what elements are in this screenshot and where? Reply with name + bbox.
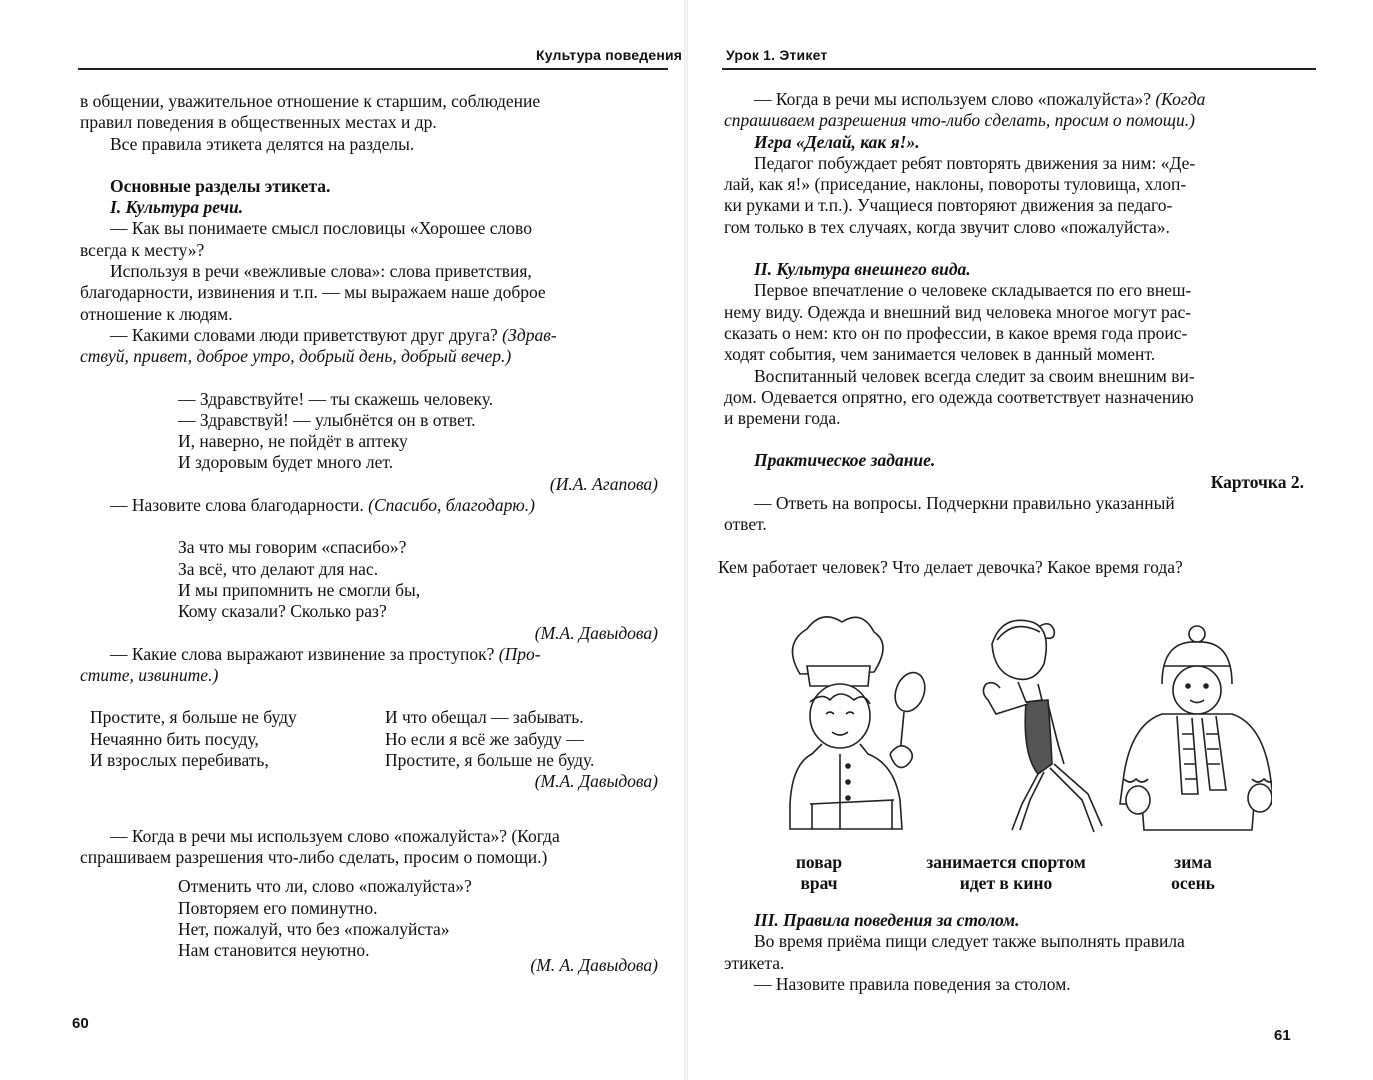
- practical-heading: Практическое задание.: [754, 450, 936, 471]
- text-line: дом. Одевается опрятно, его одежда соответствует назначению: [724, 386, 1194, 407]
- answer-line: ствуй, привет, доброе утро, добрый день, добрый вечер.): [80, 346, 512, 367]
- poem-line: Но если я всё же забуду —: [385, 728, 584, 749]
- text-line: [80, 644, 662, 665]
- text-line: ходят события, чем занимается человек в данный момент.: [724, 344, 1156, 365]
- poem-3-left: [90, 707, 367, 771]
- poem-line: И, наверно, не пойдёт в аптеку: [178, 431, 408, 452]
- winter-girl-illustration: [1120, 626, 1272, 830]
- right-page: [686, 0, 1373, 1080]
- poem-line: Нам становится неуютно.: [178, 940, 370, 961]
- section-heading: I. Культура речи.: [110, 197, 244, 218]
- poem-line: Повторяем его поминутно.: [178, 897, 378, 918]
- poem-line: — Здравствуйте! — ты скажешь человеку.: [178, 388, 494, 409]
- poem-line: И здоровым будет много лет.: [178, 452, 394, 473]
- poem-line: — Здравствуй! — улыбнётся он в ответ.: [178, 409, 476, 430]
- text-line: [724, 89, 1306, 110]
- right-text-column-bottom: [724, 910, 1306, 995]
- option-cinema[interactable]: идет в кино: [959, 873, 1053, 893]
- poem-2: [178, 537, 662, 622]
- text-line: Во время приёма пищи следует также выполнять правила: [754, 931, 1185, 952]
- answer-span: (Здрав-: [502, 324, 557, 345]
- left-page-number: 60: [72, 1015, 89, 1032]
- text-line: всегда к месту»?: [80, 239, 205, 260]
- text-line: правил поведения в общественных местах и др.: [80, 112, 437, 133]
- text-line: благодарности, извинения и т.п. — мы выражаем наше доброе: [80, 282, 546, 303]
- section-heading: III. Правила поведения за столом.: [754, 910, 1020, 930]
- text-line: этикета.: [724, 952, 785, 973]
- poem-3: [80, 707, 662, 771]
- text-span: — Назовите слова благодарности.: [110, 495, 369, 516]
- text-line: гом только в тех случаях, когда звучит слово «пожалуйста».: [724, 216, 1170, 237]
- option-autumn[interactable]: осень: [1171, 873, 1215, 893]
- option-cook[interactable]: повар: [795, 852, 843, 872]
- text-line: — Ответь на вопросы. Подчеркни правильно указанный: [754, 493, 1175, 514]
- right-running-head: Урок 1. Этикет: [726, 47, 828, 63]
- right-text-column-top: [718, 89, 1306, 578]
- option-winter[interactable]: зима: [1174, 852, 1212, 872]
- illustration-captions: [726, 852, 1286, 894]
- text-line: отношение к людям.: [80, 303, 233, 324]
- poem-line: И мы припомнить не смогли бы,: [178, 579, 421, 600]
- right-header-rule: [722, 68, 1316, 70]
- left-page: [0, 0, 686, 1080]
- text-line: Используя в речи «вежливые слова»: слова приветствия,: [110, 261, 532, 282]
- text-line: Воспитанный человек всегда следит за своим внешним ви-: [754, 365, 1195, 386]
- poem-line: Простите, я больше не буду: [90, 707, 297, 728]
- text-line: — Когда в речи мы используем слово «пожалуйста»? (Когда: [110, 825, 560, 846]
- poem-line: И что обещал — забывать.: [385, 707, 584, 728]
- poem-line: Нечаянно бить посуду,: [90, 728, 259, 749]
- answer-span: (Спасибо, благодарю.): [368, 495, 535, 516]
- text-line: [80, 495, 662, 516]
- text-line: лай, как я!» (приседание, наклоны, повороты туловища, хлоп-: [724, 174, 1187, 195]
- poem-attribution: (М.А. Давыдова): [534, 771, 658, 792]
- text-span: — Какими словами люди приветствуют друг друга?: [110, 324, 503, 345]
- text-line: нему виду. Одежда и внешний вид человека многое могут рас-: [724, 301, 1192, 322]
- text-line: — Как вы понимаете смысл пословицы «Хорошее слово: [110, 218, 532, 239]
- text-line: Все правила этикета делятся на разделы.: [110, 133, 415, 154]
- caption-profession: [726, 852, 912, 894]
- text-span: — Когда в речи мы используем слово «пожалуйста»?: [754, 89, 1156, 109]
- caption-season: [1100, 852, 1286, 894]
- answer-line: спрашиваем разрешения что-либо сделать, просим о помощи.): [724, 110, 1195, 131]
- card-questions: Кем работает человек? Что делает девочка? Какое время года?: [718, 556, 1183, 577]
- text-line: и времени года.: [724, 408, 841, 429]
- poem-line: И взрослых перебивать,: [90, 750, 269, 771]
- poem-line: Нет, пожалуй, что без «пожалуйста»: [178, 918, 450, 939]
- text-line: [80, 325, 662, 346]
- game-heading: Игра «Делай, как я!».: [754, 131, 920, 152]
- text-line: Педагог побуждает ребят повторять движения за ним: «Де-: [754, 152, 1196, 173]
- poem-attribution: (И.А. Агапова): [549, 473, 658, 494]
- poem-line: Простите, я больше не буду.: [385, 750, 595, 771]
- answer-span: (Когда: [1155, 89, 1206, 109]
- left-running-head: Культура поведения: [536, 47, 683, 63]
- text-line: — Назовите правила поведения за столом.: [754, 973, 1071, 994]
- poem-attribution: (М. А. Давыдова): [530, 955, 658, 976]
- poem-line: Отменить что ли, слово «пожалуйста»?: [178, 876, 472, 897]
- left-header-rule: [78, 68, 668, 70]
- text-line: сказать о нем: кто он по профессии, в какое время года проис-: [724, 322, 1188, 343]
- text-line: ки руками и т.п.). Учащиеся повторяют движения за педаго-: [724, 195, 1173, 216]
- card-illustrations: [782, 604, 1272, 834]
- poem-4: [178, 876, 662, 961]
- poem-line: За всё, что делают для нас.: [178, 558, 379, 579]
- poem-line: За что мы говорим «спасибо»?: [178, 537, 407, 558]
- text-line: Первое впечатление о человеке складывается по его внеш-: [754, 280, 1192, 301]
- text-line: спрашиваем разрешения что-либо сделать, просим о помощи.): [80, 846, 548, 867]
- runner-illustration: [983, 620, 1102, 832]
- section-heading: Основные разделы этикета.: [110, 175, 331, 196]
- answer-line: стите, извините.): [80, 665, 219, 686]
- poem-attribution: (М.А. Давыдова): [534, 622, 658, 643]
- text-span: — Какие слова выражают извинение за проступок?: [110, 643, 499, 664]
- card-label: Карточка 2.: [1210, 471, 1304, 492]
- poem-line: Кому сказали? Сколько раз?: [178, 601, 387, 622]
- section-heading: II. Культура внешнего вида.: [754, 259, 971, 280]
- option-doctor[interactable]: врач: [800, 873, 838, 893]
- left-text-column: [80, 91, 662, 977]
- text-line: ответ.: [724, 514, 767, 535]
- caption-activity: [913, 852, 1099, 894]
- right-page-number: 61: [1274, 1027, 1291, 1044]
- cook-illustration: [790, 617, 930, 829]
- answer-span: (Про-: [498, 643, 541, 664]
- poem-3-right: [367, 707, 662, 771]
- option-sport[interactable]: занимается спортом: [926, 852, 1086, 872]
- poem-1: [178, 389, 662, 474]
- text-line: в общении, уважительное отношение к старшим, соблюдение: [80, 91, 541, 111]
